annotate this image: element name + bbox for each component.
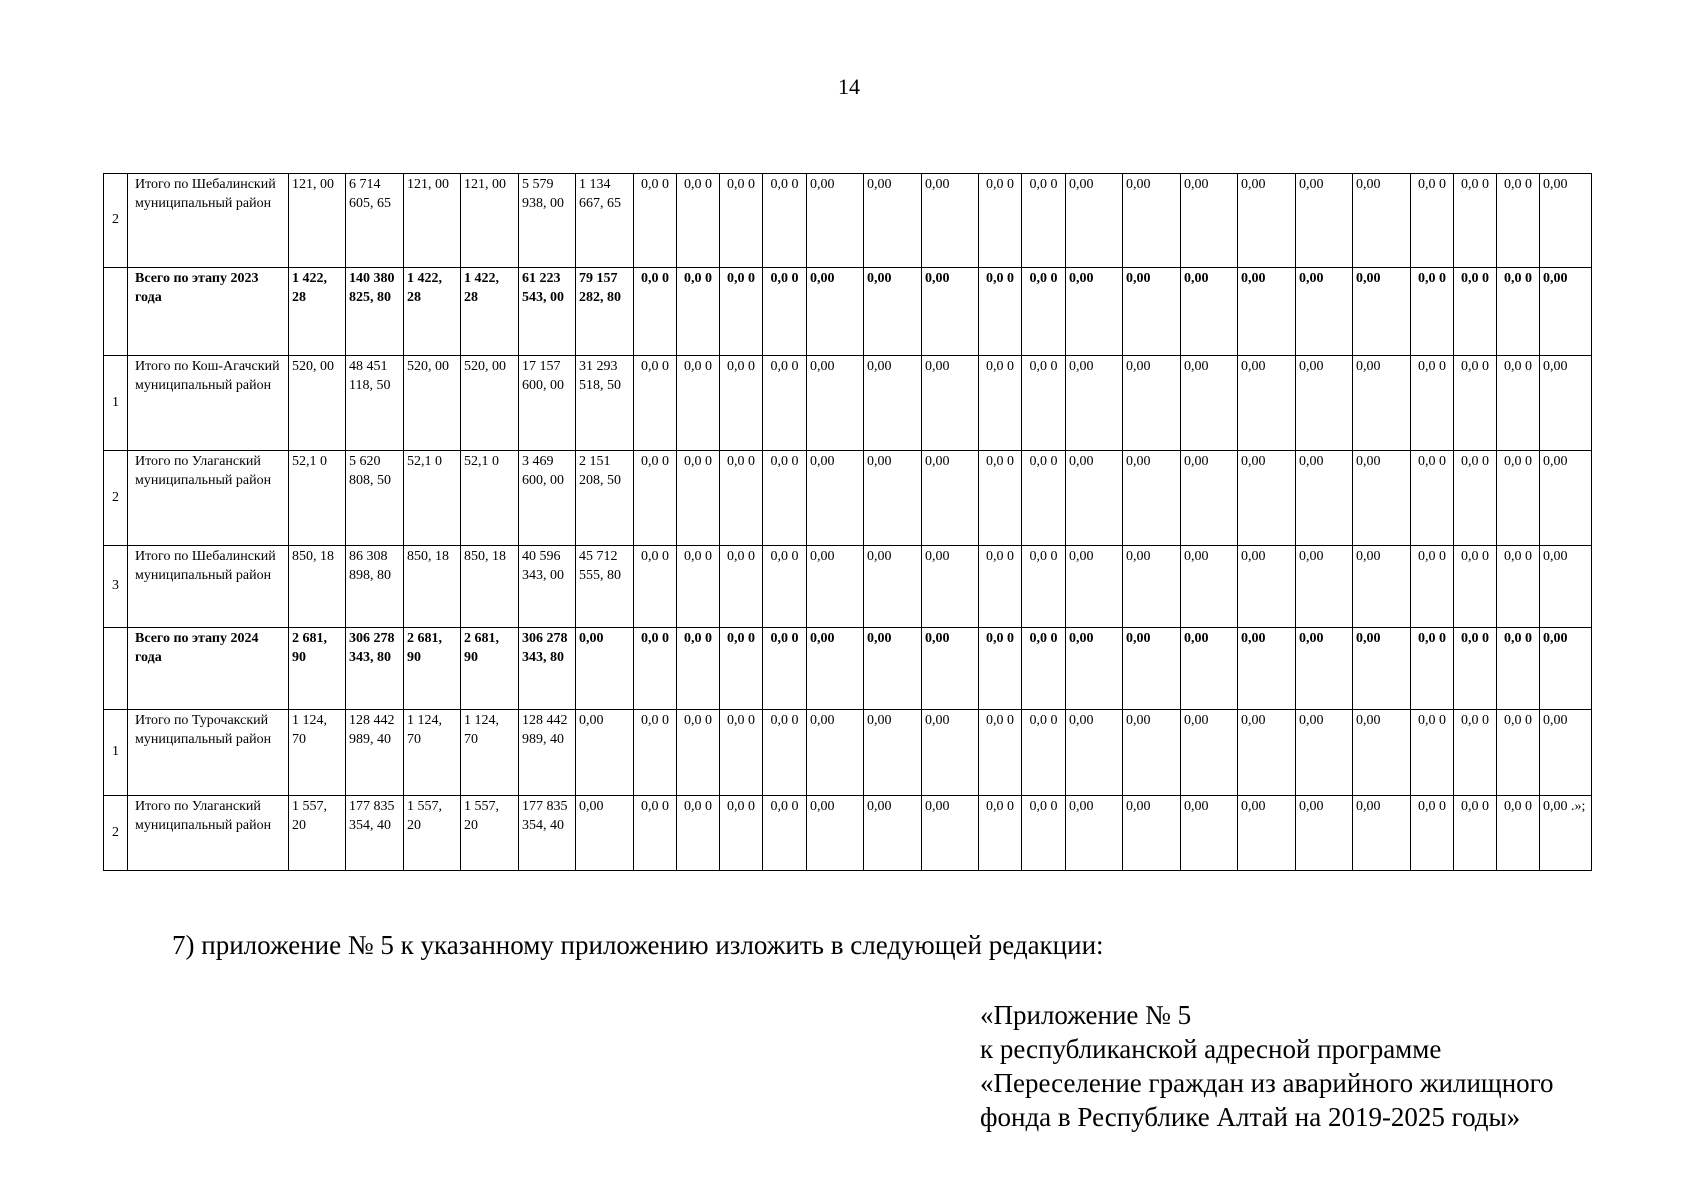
table-cell: 0,00 bbox=[576, 628, 634, 710]
table-row bbox=[104, 451, 1592, 546]
table-cell: 0,00 bbox=[1296, 451, 1353, 546]
table-cell: 0,00 bbox=[1181, 710, 1238, 796]
table-cell: 0,00 bbox=[1353, 451, 1411, 546]
table-cell: 0,00 bbox=[807, 268, 864, 356]
table-cell: 0,0 0 bbox=[720, 174, 763, 268]
row-name-cell: Всего по этапу 2023 года bbox=[128, 268, 289, 356]
instruction-text: 7) приложение № 5 к указанному приложению изложить в следующей редакции: bbox=[172, 930, 1104, 960]
table-cell: 0,00 bbox=[1353, 174, 1411, 268]
table-cell: 0,0 0 bbox=[763, 268, 807, 356]
table-cell: 0,0 0 bbox=[763, 546, 807, 628]
table-cell: 52,1 0 bbox=[461, 451, 519, 546]
table-cell: 2 681, 90 bbox=[404, 628, 461, 710]
table-cell: 0,00 bbox=[1181, 174, 1238, 268]
table-cell: 52,1 0 bbox=[289, 451, 346, 546]
table-cell: 0,0 0 bbox=[634, 628, 677, 710]
table-cell: 0,0 0 bbox=[979, 268, 1022, 356]
table-cell: 0,0 0 bbox=[677, 356, 720, 451]
table-cell: 0,0 0 bbox=[677, 628, 720, 710]
table-cell: 0,0 0 bbox=[677, 546, 720, 628]
table-cell: 1 422, 28 bbox=[289, 268, 346, 356]
table-cell: 0,00 bbox=[1181, 546, 1238, 628]
table-cell: 0,00 bbox=[922, 174, 979, 268]
table-row bbox=[104, 268, 1592, 356]
table-cell: 1 422, 28 bbox=[404, 268, 461, 356]
table-cell: 0,00 bbox=[1296, 174, 1353, 268]
table-cell: 0,0 0 bbox=[720, 710, 763, 796]
row-name-cell: Итого по Улаганский муниципальный район bbox=[128, 451, 289, 546]
table-cell: 0,0 0 bbox=[1497, 356, 1540, 451]
table-cell: 0,00 bbox=[1540, 356, 1592, 451]
table-cell: 2 151 208, 50 bbox=[576, 451, 634, 546]
table-cell: 0,00 bbox=[922, 546, 979, 628]
table-cell: 0,00 bbox=[1540, 174, 1592, 268]
table-cell: 0,0 0 bbox=[1411, 546, 1454, 628]
table-cell: 0,0 0 bbox=[1411, 356, 1454, 451]
row-index-cell bbox=[104, 628, 128, 710]
table-cell: 0,0 0 bbox=[979, 546, 1022, 628]
table-cell: 17 157 600, 00 bbox=[519, 356, 576, 451]
table-cell: 850, 18 bbox=[289, 546, 346, 628]
table-cell: 0,00 bbox=[1123, 796, 1181, 871]
row-name-cell: Итого по Турочакский муниципальный район bbox=[128, 710, 289, 796]
table-cell: 0,00 bbox=[1123, 710, 1181, 796]
table-cell: 0,00 bbox=[1238, 356, 1296, 451]
table-cell: 0,0 0 bbox=[720, 356, 763, 451]
table-cell: 0,0 0 bbox=[1454, 356, 1497, 451]
table-cell: 0,0 0 bbox=[634, 356, 677, 451]
table-cell: 0,0 0 bbox=[1497, 546, 1540, 628]
appendix-heading-line: «Переселение граждан из аварийного жилищного bbox=[980, 1068, 1554, 1098]
table-cell: 0,00 bbox=[807, 628, 864, 710]
table-cell: 0,0 0 bbox=[763, 451, 807, 546]
table-cell: 0,0 0 bbox=[677, 268, 720, 356]
table-cell: 0,00 bbox=[1238, 796, 1296, 871]
appendix-heading-line: «Приложение № 5 bbox=[980, 1000, 1192, 1030]
table-row bbox=[104, 546, 1592, 628]
table-cell: 0,0 0 bbox=[763, 796, 807, 871]
page-number: 14 bbox=[838, 74, 860, 99]
table-cell: 0,00 bbox=[1066, 356, 1123, 451]
table-cell: 0,00 bbox=[1540, 546, 1592, 628]
table-cell: 0,0 0 bbox=[979, 356, 1022, 451]
table-cell: 0,0 0 bbox=[1411, 628, 1454, 710]
table-cell: 0,00 bbox=[807, 174, 864, 268]
table-cell: 0,00 bbox=[1540, 628, 1592, 710]
table-cell: 0,00 bbox=[1353, 628, 1411, 710]
row-index-cell: 2 bbox=[104, 174, 128, 268]
table-cell: 0,00 bbox=[864, 628, 922, 710]
table-cell: 121, 00 bbox=[289, 174, 346, 268]
table-cell: 61 223 543, 00 bbox=[519, 268, 576, 356]
table-cell: 0,0 0 bbox=[1411, 268, 1454, 356]
table-cell: 0,00 bbox=[1066, 546, 1123, 628]
table-cell: 121, 00 bbox=[404, 174, 461, 268]
table-cell: 520, 00 bbox=[404, 356, 461, 451]
table-cell: 0,00 bbox=[576, 796, 634, 871]
table-cell: 520, 00 bbox=[289, 356, 346, 451]
table-cell: 0,0 0 bbox=[1022, 546, 1066, 628]
table-cell: 1 557, 20 bbox=[461, 796, 519, 871]
table-cell: 0,0 0 bbox=[634, 268, 677, 356]
table-cell: 0,00 bbox=[922, 628, 979, 710]
table-cell: 0,0 0 bbox=[720, 796, 763, 871]
table-cell: 0,0 0 bbox=[763, 710, 807, 796]
table-cell: 0,00 bbox=[1066, 451, 1123, 546]
table-cell: 0,00 bbox=[1181, 628, 1238, 710]
table-cell: 128 442 989, 40 bbox=[346, 710, 404, 796]
table-cell: 0,00 bbox=[807, 710, 864, 796]
row-name-cell: Итого по Шебалинский муниципальный район bbox=[128, 546, 289, 628]
table-cell: 0,00 bbox=[1238, 710, 1296, 796]
table-cell: 850, 18 bbox=[461, 546, 519, 628]
table-cell: 0,0 0 bbox=[1022, 174, 1066, 268]
table-cell: 1 557, 20 bbox=[289, 796, 346, 871]
table-cell: 0,0 0 bbox=[1497, 710, 1540, 796]
row-index-cell: 2 bbox=[104, 451, 128, 546]
table-cell: 5 620 808, 50 bbox=[346, 451, 404, 546]
table-cell: 0,00 bbox=[1066, 796, 1123, 871]
table-cell: 1 124, 70 bbox=[461, 710, 519, 796]
table-cell: 2 681, 90 bbox=[461, 628, 519, 710]
table-cell: 128 442 989, 40 bbox=[519, 710, 576, 796]
table-cell: 45 712 555, 80 bbox=[576, 546, 634, 628]
table-cell: 40 596 343, 00 bbox=[519, 546, 576, 628]
table-cell: 0,0 0 bbox=[677, 174, 720, 268]
table-cell: 52,1 0 bbox=[404, 451, 461, 546]
table-cell: 0,0 0 bbox=[979, 174, 1022, 268]
table-cell: 0,00 bbox=[1296, 796, 1353, 871]
table-cell: 0,0 0 bbox=[1497, 796, 1540, 871]
table-cell: 0,00 bbox=[576, 710, 634, 796]
table-cell: 0,0 0 bbox=[1411, 796, 1454, 871]
table-cell: 0,0 0 bbox=[1454, 268, 1497, 356]
table-cell: 306 278 343, 80 bbox=[519, 628, 576, 710]
table-cell: 0,00 bbox=[1540, 268, 1592, 356]
table-cell: 0,0 0 bbox=[1454, 710, 1497, 796]
row-name-cell: Итого по Шебалинский муниципальный район bbox=[128, 174, 289, 268]
table-cell: 0,00 bbox=[864, 451, 922, 546]
table-cell: 0,00 bbox=[1123, 268, 1181, 356]
table-cell: 0,00 bbox=[807, 356, 864, 451]
table-cell: 0,00 bbox=[1238, 451, 1296, 546]
table-cell: 0,0 0 bbox=[1454, 628, 1497, 710]
table-cell: 0,0 0 bbox=[1497, 268, 1540, 356]
table-cell: 0,00 bbox=[864, 174, 922, 268]
table-cell: 0,00 bbox=[1353, 796, 1411, 871]
table-cell: 0,0 0 bbox=[634, 174, 677, 268]
table-cell: 0,0 0 bbox=[763, 628, 807, 710]
table-cell: 0,00 bbox=[1238, 174, 1296, 268]
table-cell: 0,0 0 bbox=[1022, 451, 1066, 546]
table-cell: 177 835 354, 40 bbox=[346, 796, 404, 871]
appendix-heading-line: к республиканской адресной программе bbox=[980, 1034, 1442, 1064]
table-cell: 0,00 bbox=[1123, 174, 1181, 268]
table-cell: 0,00 bbox=[1123, 546, 1181, 628]
table-cell: 0,0 0 bbox=[634, 710, 677, 796]
table-cell: 0,0 0 bbox=[1022, 268, 1066, 356]
table-cell: 0,00 bbox=[807, 796, 864, 871]
table-cell: 0,00 bbox=[1238, 268, 1296, 356]
table-row bbox=[104, 710, 1592, 796]
table-cell: 0,00 bbox=[864, 356, 922, 451]
row-index-cell: 2 bbox=[104, 796, 128, 871]
table-cell: 0,00 bbox=[1181, 451, 1238, 546]
table-cell: 0,0 0 bbox=[677, 710, 720, 796]
table-cell: 0,00 bbox=[1540, 451, 1592, 546]
table-cell: 0,0 0 bbox=[720, 628, 763, 710]
table-cell: 5 579 938, 00 bbox=[519, 174, 576, 268]
table-cell: 140 380 825, 80 bbox=[346, 268, 404, 356]
table-cell: 0,00 bbox=[864, 268, 922, 356]
table-cell: 0,00 bbox=[1181, 356, 1238, 451]
table-cell: 31 293 518, 50 bbox=[576, 356, 634, 451]
table-cell: 86 308 898, 80 bbox=[346, 546, 404, 628]
table-cell: 0,00 bbox=[1123, 628, 1181, 710]
table-cell: 0,00 bbox=[1296, 268, 1353, 356]
table-cell: 0,0 0 bbox=[979, 628, 1022, 710]
table-cell: 0,0 0 bbox=[634, 546, 677, 628]
table-cell: 0,0 0 bbox=[634, 451, 677, 546]
table-cell: 0,0 0 bbox=[1022, 796, 1066, 871]
table-cell: 0,00 bbox=[922, 268, 979, 356]
row-index-cell: 1 bbox=[104, 356, 128, 451]
table-cell: 2 681, 90 bbox=[289, 628, 346, 710]
table-cell: 0,0 0 bbox=[1454, 451, 1497, 546]
table-row bbox=[104, 628, 1592, 710]
table-cell: 0,00 bbox=[864, 796, 922, 871]
table-cell: 0,0 0 bbox=[1497, 451, 1540, 546]
table-cell: 0,0 0 bbox=[763, 174, 807, 268]
table-cell: 0,00 bbox=[1181, 796, 1238, 871]
table-cell: 520, 00 bbox=[461, 356, 519, 451]
table-cell: 0,00 bbox=[1238, 628, 1296, 710]
table-cell: 0,00 bbox=[1123, 451, 1181, 546]
table-cell: 121, 00 bbox=[461, 174, 519, 268]
table-cell: 0,00 bbox=[1123, 356, 1181, 451]
table-cell: 0,0 0 bbox=[1022, 628, 1066, 710]
table-cell: 0,00 bbox=[1296, 710, 1353, 796]
table-cell: 0,0 0 bbox=[720, 451, 763, 546]
table-cell: 0,00 bbox=[1353, 356, 1411, 451]
table-cell: 0,00 bbox=[922, 710, 979, 796]
table-cell: 0,0 0 bbox=[677, 796, 720, 871]
table-cell: 0,00 bbox=[864, 546, 922, 628]
table-cell: 1 134 667, 65 bbox=[576, 174, 634, 268]
table-cell: 0,0 0 bbox=[634, 796, 677, 871]
table-cell: 306 278 343, 80 bbox=[346, 628, 404, 710]
table-row bbox=[104, 356, 1592, 451]
table-row bbox=[104, 174, 1592, 268]
table-cell: 0,0 0 bbox=[1411, 174, 1454, 268]
row-name-cell: Итого по Кош-Агачский муниципальный район bbox=[128, 356, 289, 451]
table-cell: 0,00 bbox=[807, 546, 864, 628]
table-cell: 0,00 bbox=[1066, 628, 1123, 710]
table-cell: 0,00 bbox=[1238, 546, 1296, 628]
table-cell: 6 714 605, 65 bbox=[346, 174, 404, 268]
table-cell: 0,00 bbox=[922, 796, 979, 871]
table-cell: 0,0 0 bbox=[1454, 174, 1497, 268]
table-cell: 48 451 118, 50 bbox=[346, 356, 404, 451]
table-cell: 0,0 0 bbox=[720, 546, 763, 628]
row-name-cell: Всего по этапу 2024 года bbox=[128, 628, 289, 710]
table-cell: 0,00 bbox=[922, 451, 979, 546]
table-cell: 0,0 0 bbox=[1022, 356, 1066, 451]
row-index-cell: 3 bbox=[104, 546, 128, 628]
table-cell: 0,0 0 bbox=[979, 796, 1022, 871]
table-cell: 1 124, 70 bbox=[404, 710, 461, 796]
appendix-heading-line: фонда в Республике Алтай на 2019-2025 годы» bbox=[980, 1102, 1521, 1132]
table-cell: 0,00 bbox=[1296, 356, 1353, 451]
table-cell: 0,0 0 bbox=[979, 710, 1022, 796]
table-cell: 1 422, 28 bbox=[461, 268, 519, 356]
table-cell: 1 557, 20 bbox=[404, 796, 461, 871]
table-cell: 0,0 0 bbox=[1411, 710, 1454, 796]
data-table bbox=[103, 173, 1592, 871]
table-cell: 0,00 bbox=[807, 451, 864, 546]
table-cell: 0,00 bbox=[1066, 268, 1123, 356]
appendix-heading bbox=[980, 998, 1554, 1134]
table-cell: 1 124, 70 bbox=[289, 710, 346, 796]
table-cell: 0,00 bbox=[1353, 710, 1411, 796]
row-name-cell: Итого по Улаганский муниципальный район bbox=[128, 796, 289, 871]
table-cell: 0,00 bbox=[1066, 710, 1123, 796]
table-cell: 0,00 bbox=[922, 356, 979, 451]
table-cell: 0,00 bbox=[1181, 268, 1238, 356]
table-cell: 0,00 bbox=[1296, 546, 1353, 628]
table-cell: 0,00 bbox=[1296, 628, 1353, 710]
table-cell: 850, 18 bbox=[404, 546, 461, 628]
table-row bbox=[104, 796, 1592, 871]
table-cell: 0,0 0 bbox=[979, 451, 1022, 546]
table-cell: 3 469 600, 00 bbox=[519, 451, 576, 546]
row-index-cell: 1 bbox=[104, 710, 128, 796]
table-cell: 0,0 0 bbox=[1454, 546, 1497, 628]
table-cell: 0,00 bbox=[1066, 174, 1123, 268]
table-cell: 0,00 bbox=[1353, 546, 1411, 628]
table-cell: 0,0 0 bbox=[677, 451, 720, 546]
table-cell: 0,0 0 bbox=[1454, 796, 1497, 871]
table-cell: 0,00 bbox=[864, 710, 922, 796]
row-index-cell bbox=[104, 268, 128, 356]
table-cell: 0,0 0 bbox=[1497, 628, 1540, 710]
table-cell: 0,00 bbox=[1540, 710, 1592, 796]
table-cell: 79 157 282, 80 bbox=[576, 268, 634, 356]
table-cell: 0,0 0 bbox=[1497, 174, 1540, 268]
table-cell: 0,00 bbox=[1353, 268, 1411, 356]
table-cell: 0,00 .»; bbox=[1540, 796, 1592, 871]
table-cell: 0,0 0 bbox=[720, 268, 763, 356]
table-cell: 0,0 0 bbox=[763, 356, 807, 451]
table-cell: 177 835 354, 40 bbox=[519, 796, 576, 871]
table-cell: 0,0 0 bbox=[1411, 451, 1454, 546]
table-cell: 0,0 0 bbox=[1022, 710, 1066, 796]
